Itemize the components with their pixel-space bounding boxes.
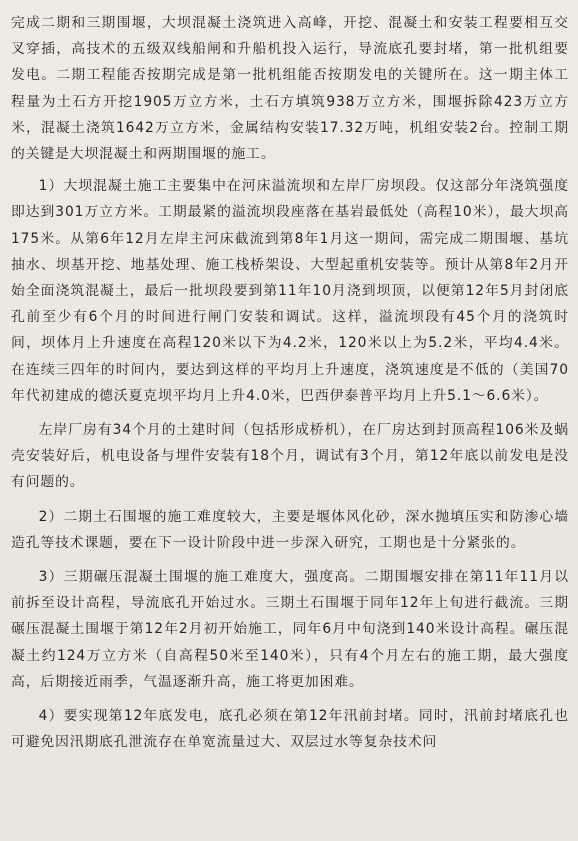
paragraph-left-powerhouse: 左岸厂房有34个月的土建时间（包括形成桥机），在厂房达到封顶高程106米及蜗壳安装好后，机电设备与埋件安装有18个月，调试有3个月，第12年底以前发电是没有问题的。: [11, 422, 569, 491]
paragraph-phase-two-overview: 完成二期和三期围堰，大坝混凝土浇筑进入高峰，开挖、混凝土和安装工程要相互交叉穿插，高技术的五级双线船闸和升船机投入运行，导流底孔要封堵，第一批机组要发电。二期工程能否按期完成是第一批机组能否按期发电的关键所在。这一期主体工程量为土石方开挖1905万立方米，土石方填筑938万立方米，围堰拆除423万立方米，混凝土浇筑1642万立方米，金属结构安装17.32万吨，机组安装2台。控制工期的关键是大坝混凝土和两期围堰的施工。: [11, 15, 569, 163]
paragraph-dam-concrete: 1）大坝混凝土施工主要集中在河床溢流坝和左岸厂房坝段。仅这部分年浇筑强度即达到301万立方米。工期最紧的溢流坝段座落在基岩最低处（高程10米），最大坝高175米。从第6年12月左岸主河床截流到第8年1月这一期间，需完成二期围堰、基坑抽水、坝基开挖、地基处理、施工栈桥架设、大型起重机安装等。预计从第8年2月开始全面浇筑混凝土，最后一批坝段要到第11年10月浇到坝顶，以便第12年5月封闭底孔前至少有6个月的时间进行闸门安装和调试。这样，溢流坝段有45个月的浇筑时间，坝体月上升速度在高程120米以下为4.2米，120米以上为5.2米，平均4.4米。在连续三四年的时间内，要达到这样的平均月上升速度，浇筑速度是不低的（美国70年代初建成的德沃夏克坝平均月上升4.0米，巴西伊泰普平均月上升5.1～6.6米）。: [11, 178, 569, 404]
paragraph-rcc-cofferdam: 3）三期碾压混凝土围堰的施工难度大，强度高。二期围堰安排在第11年11月以前拆至设计高程，导流底孔开始过水。三期土石围堰于同年12年上旬进行截流。三期碾压混凝土围堰于第12年2月初开始施工，同年6月中旬浇到140米设计高程。碾压混凝土约124万立方米（自高程50米至140米），只有4个月左右的施工期，最大强度高，后期接近雨季，气温逐渐升高，施工将更加困难。: [11, 569, 569, 690]
paragraph-bottom-outlet-closure: 4）要实现第12年底发电，底孔必须在第12年汛前封堵。同时，汛前封堵底孔也可避免因汛期底孔泄流存在单宽流量过大、双层过水等复杂技术问: [11, 708, 569, 751]
paragraph-earth-rock-cofferdam: 2）二期土石围堰的施工难度较大，主要是堰体风化砂，深水抛填压实和防渗心墙造孔等技术课题，要在下一设计阶段中进一步深入研究，工期也是十分紧张的。: [11, 508, 569, 551]
